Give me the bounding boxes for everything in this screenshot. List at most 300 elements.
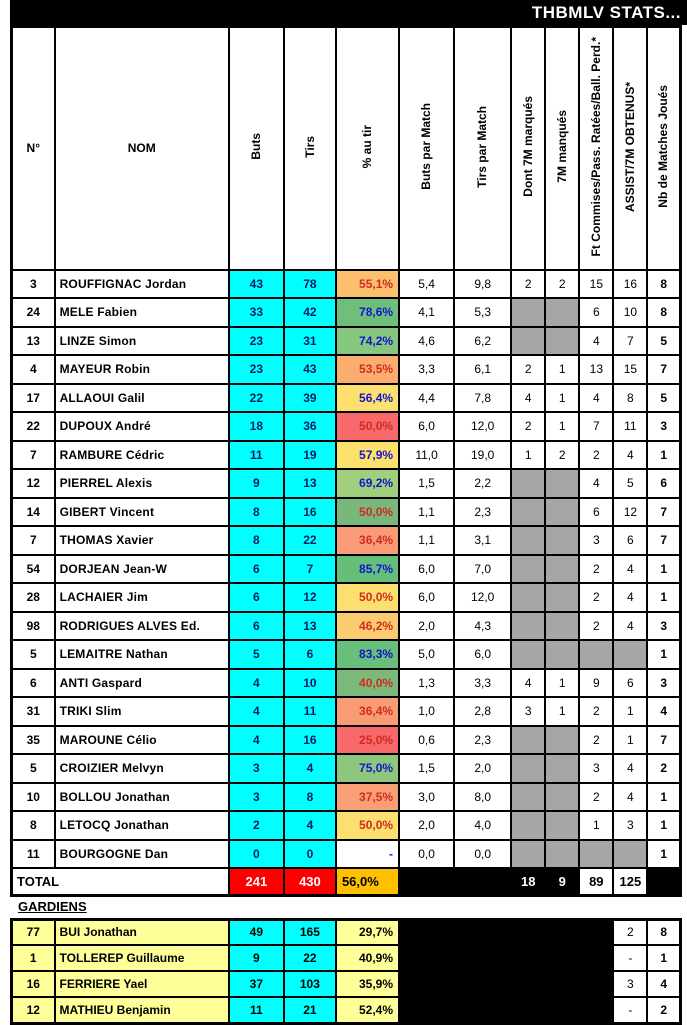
cell-pct: 75,0%: [336, 754, 399, 783]
header-cell-nom: NOM: [55, 27, 229, 270]
gardiens-table: [10, 918, 682, 1025]
cell-7m-manques: [545, 754, 579, 783]
cell-tirs: 78: [284, 270, 336, 299]
cell-nb-matches: 7: [647, 526, 680, 555]
cell-tirs-par-match: 3,3: [454, 669, 511, 698]
header-cell-tirs: Tirs: [284, 27, 336, 270]
cell-dont-7m-marques: 4: [511, 669, 545, 698]
cell-buts: 3: [229, 783, 284, 812]
cell-pct: 83,3%: [336, 640, 399, 669]
cell-buts-par-match: 6,0: [399, 555, 454, 584]
cell-fautes: 6: [579, 298, 613, 327]
cell-assist: 4: [613, 754, 647, 783]
cell-tirs: 42: [284, 298, 336, 327]
cell-nom: THOMAS Xavier: [55, 526, 229, 555]
player-row: [12, 298, 681, 327]
cell-7m-manques: 2: [545, 270, 579, 299]
cell-dont-7m-marques: [511, 754, 545, 783]
cell-nb-matches: 1: [647, 441, 680, 470]
cell-buts-par-match: 5,4: [399, 270, 454, 299]
cell-buts-par-match: 11,0: [399, 441, 454, 470]
cell-dont-7m-marques: 1: [511, 441, 545, 470]
header-cell-7m-manques: 7M manqués: [545, 27, 579, 270]
cell-nb-matches: 1: [647, 840, 680, 869]
cell-nom: LETOCQ Jonathan: [55, 811, 229, 840]
cell-tirs-par-match: 12,0: [454, 583, 511, 612]
cell-assist: 5: [613, 469, 647, 498]
cell-nom: MELE Fabien: [55, 298, 229, 327]
cell-buts-par-match: 1,0: [399, 697, 454, 726]
cell-7m-manques: [545, 840, 579, 869]
cell-nom: TOLLEREP Guillaume: [55, 945, 229, 971]
cell-tirs: 16: [284, 726, 336, 755]
cell-pct: 50,0%: [336, 498, 399, 527]
cell-buts: 8: [229, 498, 284, 527]
cell-assist: [613, 640, 647, 669]
cell-tirs-par-match: 4,0: [454, 811, 511, 840]
total-label: TOTAL: [12, 868, 229, 895]
player-row: [12, 327, 681, 356]
cell-nom: BOLLOU Jonathan: [55, 783, 229, 812]
cell-num: 12: [12, 997, 55, 1023]
cell-tirs-par-match: 7,0: [454, 555, 511, 584]
player-row: [12, 355, 681, 384]
cell-dont-7m-marques: [511, 298, 545, 327]
cell-pct: -: [336, 840, 399, 869]
total-empty-black: [399, 868, 511, 895]
cell-buts: 37: [229, 971, 284, 997]
cell-tirs-par-match: 8,0: [454, 783, 511, 812]
gardiens-black-block: [399, 919, 613, 1023]
cell-num: 3: [12, 270, 55, 299]
cell-tirs-par-match: 2,0: [454, 754, 511, 783]
cell-dont-7m-marques: [511, 640, 545, 669]
cell-num: 7: [12, 441, 55, 470]
cell-dont-7m-marques: 2: [511, 412, 545, 441]
cell-nom: TRIKI Slim: [55, 697, 229, 726]
cell-buts-par-match: 3,3: [399, 355, 454, 384]
cell-tirs: 21: [284, 997, 336, 1023]
cell-buts: 18: [229, 412, 284, 441]
cell-num: 31: [12, 697, 55, 726]
cell-pct: 36,4%: [336, 697, 399, 726]
total-row: [12, 868, 681, 895]
cell-buts: 6: [229, 583, 284, 612]
cell-nb-matches: 5: [647, 327, 680, 356]
cell-buts: 43: [229, 270, 284, 299]
cell-nom: ROUFFIGNAC Jordan: [55, 270, 229, 299]
cell-nb-matches: 6: [647, 469, 680, 498]
cell-tirs-par-match: 19,0: [454, 441, 511, 470]
cell-assist: [613, 840, 647, 869]
cell-buts: 2: [229, 811, 284, 840]
cell-buts: 23: [229, 327, 284, 356]
cell-nom: BUI Jonathan: [55, 919, 229, 945]
cell-tirs: 31: [284, 327, 336, 356]
cell-nb-matches: 1: [647, 640, 680, 669]
cell-num: 8: [12, 811, 55, 840]
cell-tirs: 22: [284, 526, 336, 555]
player-row: [12, 754, 681, 783]
cell-pct: 52,4%: [336, 997, 399, 1023]
cell-7m-manques: [545, 555, 579, 584]
cell-dont-7m-marques: [511, 555, 545, 584]
cell-fautes: 3: [579, 526, 613, 555]
header-cell-nb-matches: Nb de Matches Joués: [647, 27, 680, 270]
cell-buts-par-match: 6,0: [399, 412, 454, 441]
cell-nom: BOURGOGNE Dan: [55, 840, 229, 869]
cell-buts: 6: [229, 612, 284, 641]
cell-buts-par-match: 4,4: [399, 384, 454, 413]
cell-pct: 56,4%: [336, 384, 399, 413]
cell-tirs-par-match: 2,3: [454, 498, 511, 527]
cell-dont-7m-marques: 2: [511, 270, 545, 299]
cell-nb-matches: 7: [647, 355, 680, 384]
cell-assist: 3: [613, 811, 647, 840]
cell-pct: 40,0%: [336, 669, 399, 698]
cell-nb-matches: 7: [647, 726, 680, 755]
cell-fautes: 2: [579, 555, 613, 584]
cell-tirs-par-match: 9,8: [454, 270, 511, 299]
cell-buts: 33: [229, 298, 284, 327]
player-row: [12, 270, 681, 299]
player-row: [12, 384, 681, 413]
cell-nb-matches: 7: [647, 498, 680, 527]
header-cell-assist: ASSIST/7M OBTENUS*: [613, 27, 647, 270]
cell-buts-par-match: 0,0: [399, 840, 454, 869]
cell-buts: 49: [229, 919, 284, 945]
cell-tirs: 43: [284, 355, 336, 384]
cell-pct: 37,5%: [336, 783, 399, 812]
cell-nom: RODRIGUES ALVES Ed.: [55, 612, 229, 641]
cell-nom: GIBERT Vincent: [55, 498, 229, 527]
cell-assist: 11: [613, 412, 647, 441]
cell-buts: 4: [229, 697, 284, 726]
cell-tirs-par-match: 6,2: [454, 327, 511, 356]
total-fautes: 89: [579, 868, 613, 895]
cell-assist: 4: [613, 583, 647, 612]
cell-num: 1: [12, 945, 55, 971]
cell-7m-manques: 1: [545, 355, 579, 384]
cell-fautes: 3: [579, 754, 613, 783]
cell-buts: 22: [229, 384, 284, 413]
cell-buts-par-match: 4,1: [399, 298, 454, 327]
header-cell-buts: Buts: [229, 27, 284, 270]
cell-tirs: 4: [284, 754, 336, 783]
cell-fautes: 7: [579, 412, 613, 441]
cell-num: 7: [12, 526, 55, 555]
cell-tirs: 39: [284, 384, 336, 413]
cell-7m-manques: [545, 327, 579, 356]
player-row: [12, 412, 681, 441]
cell-tirs-par-match: 5,3: [454, 298, 511, 327]
cell-tirs-par-match: 2,8: [454, 697, 511, 726]
cell-buts: 8: [229, 526, 284, 555]
cell-assist: 10: [613, 298, 647, 327]
player-row: [12, 555, 681, 584]
cell-assist: -: [613, 997, 647, 1023]
player-row: [12, 640, 681, 669]
cell-assist: 15: [613, 355, 647, 384]
cell-dont-7m-marques: [511, 783, 545, 812]
cell-dont-7m-marques: 3: [511, 697, 545, 726]
cell-fautes: 9: [579, 669, 613, 698]
cell-nb-matches: 4: [647, 697, 680, 726]
cell-buts-par-match: 1,1: [399, 526, 454, 555]
player-row: [12, 669, 681, 698]
cell-buts-par-match: 1,5: [399, 754, 454, 783]
cell-tirs-par-match: 0,0: [454, 840, 511, 869]
cell-num: 22: [12, 412, 55, 441]
gardiens-section-label: GARDIENS: [18, 898, 87, 914]
cell-num: 10: [12, 783, 55, 812]
cell-assist: 3: [613, 971, 647, 997]
cell-pct: 50,0%: [336, 583, 399, 612]
cell-nb-matches: 1: [647, 783, 680, 812]
total-nb-black: [647, 868, 680, 895]
cell-assist: 16: [613, 270, 647, 299]
cell-assist: 6: [613, 669, 647, 698]
cell-pct: 50,0%: [336, 811, 399, 840]
cell-nom: ANTI Gaspard: [55, 669, 229, 698]
cell-buts-par-match: 2,0: [399, 811, 454, 840]
cell-7m-manques: [545, 526, 579, 555]
cell-nom: DORJEAN Jean-W: [55, 555, 229, 584]
cell-pct: 57,9%: [336, 441, 399, 470]
table-header-row: [12, 27, 681, 270]
cell-nom: LINZE Simon: [55, 327, 229, 356]
cell-fautes: 6: [579, 498, 613, 527]
cell-num: 77: [12, 919, 55, 945]
cell-fautes: 15: [579, 270, 613, 299]
cell-nom: FERRIERE Yael: [55, 971, 229, 997]
cell-tirs-par-match: 4,3: [454, 612, 511, 641]
cell-dont-7m-marques: [511, 469, 545, 498]
cell-7m-manques: [545, 612, 579, 641]
cell-fautes: 2: [579, 726, 613, 755]
cell-tirs: 16: [284, 498, 336, 527]
cell-fautes: 2: [579, 612, 613, 641]
header-cell-pct: % au tir: [336, 27, 399, 270]
header-cell-dont-7m-marques: Dont 7M marqués: [511, 27, 545, 270]
cell-nb-matches: 3: [647, 669, 680, 698]
cell-dont-7m-marques: [511, 612, 545, 641]
header-cell-buts-par-match: Buts par Match: [399, 27, 454, 270]
cell-buts-par-match: 2,0: [399, 612, 454, 641]
cell-pct: 69,2%: [336, 469, 399, 498]
cell-num: 98: [12, 612, 55, 641]
cell-tirs: 165: [284, 919, 336, 945]
cell-pct: 53,5%: [336, 355, 399, 384]
cell-tirs: 6: [284, 640, 336, 669]
cell-num: 5: [12, 640, 55, 669]
player-row: [12, 783, 681, 812]
cell-pct: 46,2%: [336, 612, 399, 641]
cell-buts: 6: [229, 555, 284, 584]
cell-nom: MAROUNE Célio: [55, 726, 229, 755]
page-title: THBMLV STATS...: [10, 0, 687, 25]
cell-num: 6: [12, 669, 55, 698]
cell-buts-par-match: 1,5: [399, 469, 454, 498]
cell-tirs: 13: [284, 612, 336, 641]
cell-nb-matches: 1: [647, 945, 680, 971]
cell-nb-matches: 1: [647, 811, 680, 840]
cell-nom: DUPOUX André: [55, 412, 229, 441]
cell-tirs-par-match: 6,1: [454, 355, 511, 384]
cell-tirs: 22: [284, 945, 336, 971]
cell-assist: 12: [613, 498, 647, 527]
cell-pct: 35,9%: [336, 971, 399, 997]
cell-buts-par-match: 1,3: [399, 669, 454, 698]
cell-fautes: 2: [579, 697, 613, 726]
cell-pct: 40,9%: [336, 945, 399, 971]
cell-pct: 29,7%: [336, 919, 399, 945]
cell-assist: -: [613, 945, 647, 971]
cell-pct: 36,4%: [336, 526, 399, 555]
cell-buts: 0: [229, 840, 284, 869]
cell-tirs: 8: [284, 783, 336, 812]
player-row: [12, 526, 681, 555]
cell-7m-manques: 1: [545, 384, 579, 413]
cell-fautes: 2: [579, 583, 613, 612]
cell-7m-manques: 1: [545, 669, 579, 698]
cell-fautes: 2: [579, 441, 613, 470]
player-row: [12, 583, 681, 612]
cell-buts: 23: [229, 355, 284, 384]
player-row: [12, 697, 681, 726]
cell-tirs: 19: [284, 441, 336, 470]
cell-7m-manques: [545, 469, 579, 498]
cell-nom: RAMBURE Cédric: [55, 441, 229, 470]
cell-buts-par-match: 6,0: [399, 583, 454, 612]
cell-num: 17: [12, 384, 55, 413]
cell-buts-par-match: 3,0: [399, 783, 454, 812]
cell-tirs: 7: [284, 555, 336, 584]
player-row: [12, 726, 681, 755]
cell-num: 35: [12, 726, 55, 755]
cell-num: 14: [12, 498, 55, 527]
cell-buts: 11: [229, 997, 284, 1023]
player-row: [12, 811, 681, 840]
cell-buts-par-match: 5,0: [399, 640, 454, 669]
cell-nb-matches: 5: [647, 384, 680, 413]
cell-7m-manques: [545, 583, 579, 612]
cell-7m-manques: 1: [545, 412, 579, 441]
cell-tirs-par-match: 6,0: [454, 640, 511, 669]
cell-fautes: 2: [579, 783, 613, 812]
cell-tirs: 12: [284, 583, 336, 612]
cell-nom: LEMAITRE Nathan: [55, 640, 229, 669]
cell-nb-matches: 3: [647, 612, 680, 641]
cell-tirs: 103: [284, 971, 336, 997]
cell-dont-7m-marques: [511, 726, 545, 755]
cell-assist: 4: [613, 555, 647, 584]
cell-dont-7m-marques: 2: [511, 355, 545, 384]
header-cell-tirs-par-match: Tirs par Match: [454, 27, 511, 270]
cell-nb-matches: 8: [647, 298, 680, 327]
cell-fautes: 4: [579, 327, 613, 356]
cell-pct: 85,7%: [336, 555, 399, 584]
cell-dont-7m-marques: [511, 526, 545, 555]
players-table: [10, 25, 682, 897]
cell-pct: 55,1%: [336, 270, 399, 299]
cell-fautes: 1: [579, 811, 613, 840]
cell-nom: MAYEUR Robin: [55, 355, 229, 384]
cell-fautes: [579, 840, 613, 869]
cell-buts-par-match: 4,6: [399, 327, 454, 356]
cell-assist: 7: [613, 327, 647, 356]
cell-dont-7m-marques: [511, 583, 545, 612]
cell-dont-7m-marques: [511, 498, 545, 527]
cell-nom: CROIZIER Melvyn: [55, 754, 229, 783]
total-pct: 56,0%: [336, 868, 399, 895]
cell-buts: 5: [229, 640, 284, 669]
cell-buts: 4: [229, 726, 284, 755]
cell-dont-7m-marques: [511, 811, 545, 840]
cell-nb-matches: 8: [647, 270, 680, 299]
cell-buts: 9: [229, 469, 284, 498]
cell-num: 16: [12, 971, 55, 997]
total-buts: 241: [229, 868, 284, 895]
cell-assist: 6: [613, 526, 647, 555]
cell-dont-7m-marques: [511, 327, 545, 356]
cell-assist: 2: [613, 919, 647, 945]
player-row: [12, 498, 681, 527]
cell-nb-matches: 2: [647, 754, 680, 783]
cell-assist: 4: [613, 612, 647, 641]
cell-tirs: 11: [284, 697, 336, 726]
cell-7m-manques: [545, 640, 579, 669]
cell-tirs-par-match: 7,8: [454, 384, 511, 413]
cell-pct: 25,0%: [336, 726, 399, 755]
cell-assist: 1: [613, 726, 647, 755]
cell-tirs-par-match: 12,0: [454, 412, 511, 441]
cell-nom: LACHAIER Jim: [55, 583, 229, 612]
cell-num: 5: [12, 754, 55, 783]
gardien-row: [12, 919, 681, 945]
cell-fautes: [579, 640, 613, 669]
cell-nb-matches: 1: [647, 555, 680, 584]
cell-nom: PIERREL Alexis: [55, 469, 229, 498]
player-row: [12, 840, 681, 869]
cell-pct: 74,2%: [336, 327, 399, 356]
header-cell-num: N°: [12, 27, 55, 270]
cell-fautes: 4: [579, 469, 613, 498]
cell-num: 24: [12, 298, 55, 327]
cell-tirs: 36: [284, 412, 336, 441]
cell-dont-7m-marques: [511, 840, 545, 869]
cell-buts: 11: [229, 441, 284, 470]
cell-7m-manques: [545, 783, 579, 812]
cell-assist: 8: [613, 384, 647, 413]
total-tirs: 430: [284, 868, 336, 895]
cell-nb-matches: 8: [647, 919, 680, 945]
cell-buts-par-match: 1,1: [399, 498, 454, 527]
cell-7m-manques: [545, 726, 579, 755]
cell-tirs-par-match: 2,2: [454, 469, 511, 498]
cell-7m-manques: [545, 811, 579, 840]
cell-num: 12: [12, 469, 55, 498]
cell-7m-manques: 1: [545, 697, 579, 726]
cell-nom: ALLAOUI Galil: [55, 384, 229, 413]
cell-nb-matches: 2: [647, 997, 680, 1023]
stats-sheet: [10, 0, 687, 1025]
cell-tirs: 13: [284, 469, 336, 498]
cell-nb-matches: 4: [647, 971, 680, 997]
cell-pct: 78,6%: [336, 298, 399, 327]
cell-num: 4: [12, 355, 55, 384]
cell-num: 28: [12, 583, 55, 612]
